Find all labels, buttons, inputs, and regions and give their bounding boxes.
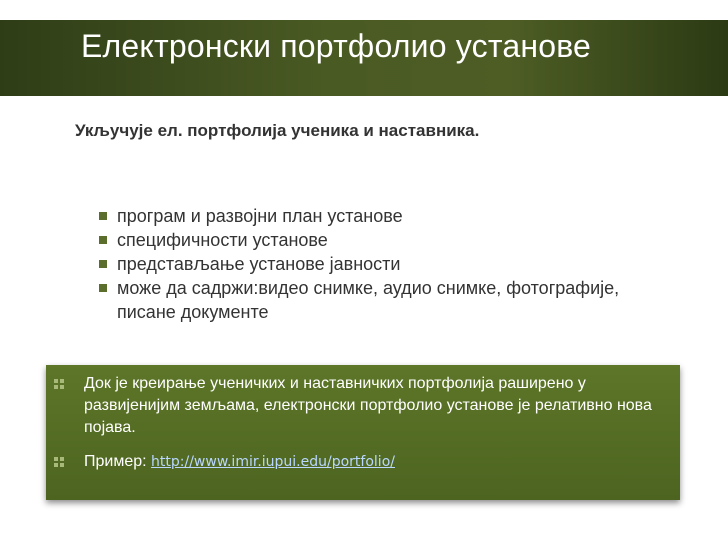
grid-bullet-icon	[54, 457, 64, 467]
bullet-text: представљање установе јавности	[117, 254, 401, 274]
slide-title: Електронски портфолио установе	[81, 28, 592, 64]
example-link[interactable]: http://www.imir.iupui.edu/portfolio/	[151, 454, 395, 470]
bullet-item	[97, 228, 647, 252]
square-bullet-icon	[99, 212, 107, 220]
title-bar	[0, 20, 728, 96]
slide-subtitle: Укључује ел. портфолија ученика и наставника.	[75, 121, 480, 140]
bullet-item	[97, 252, 647, 276]
info-box-example	[58, 451, 674, 473]
info-box-text: Док је креирање ученичких и наставничких портфолија раширено у развијенијим земљама, електронски портфолио установе је релативно нова појава.	[84, 375, 652, 436]
info-box-paragraph	[58, 373, 674, 439]
bullet-item	[97, 204, 647, 228]
bullet-list	[97, 204, 647, 324]
example-label: Пример:	[84, 453, 147, 470]
bullet-text: може да садржи:видео снимке, аудио снимке, фотографије, писане документе	[117, 278, 620, 322]
info-box	[46, 365, 680, 500]
bullet-text: програм и развојни план установе	[117, 206, 403, 226]
square-bullet-icon	[99, 284, 107, 292]
square-bullet-icon	[99, 260, 107, 268]
square-bullet-icon	[99, 236, 107, 244]
bullet-text: специфичности установе	[117, 230, 328, 250]
grid-bullet-icon	[54, 379, 64, 389]
bullet-item	[97, 276, 647, 324]
